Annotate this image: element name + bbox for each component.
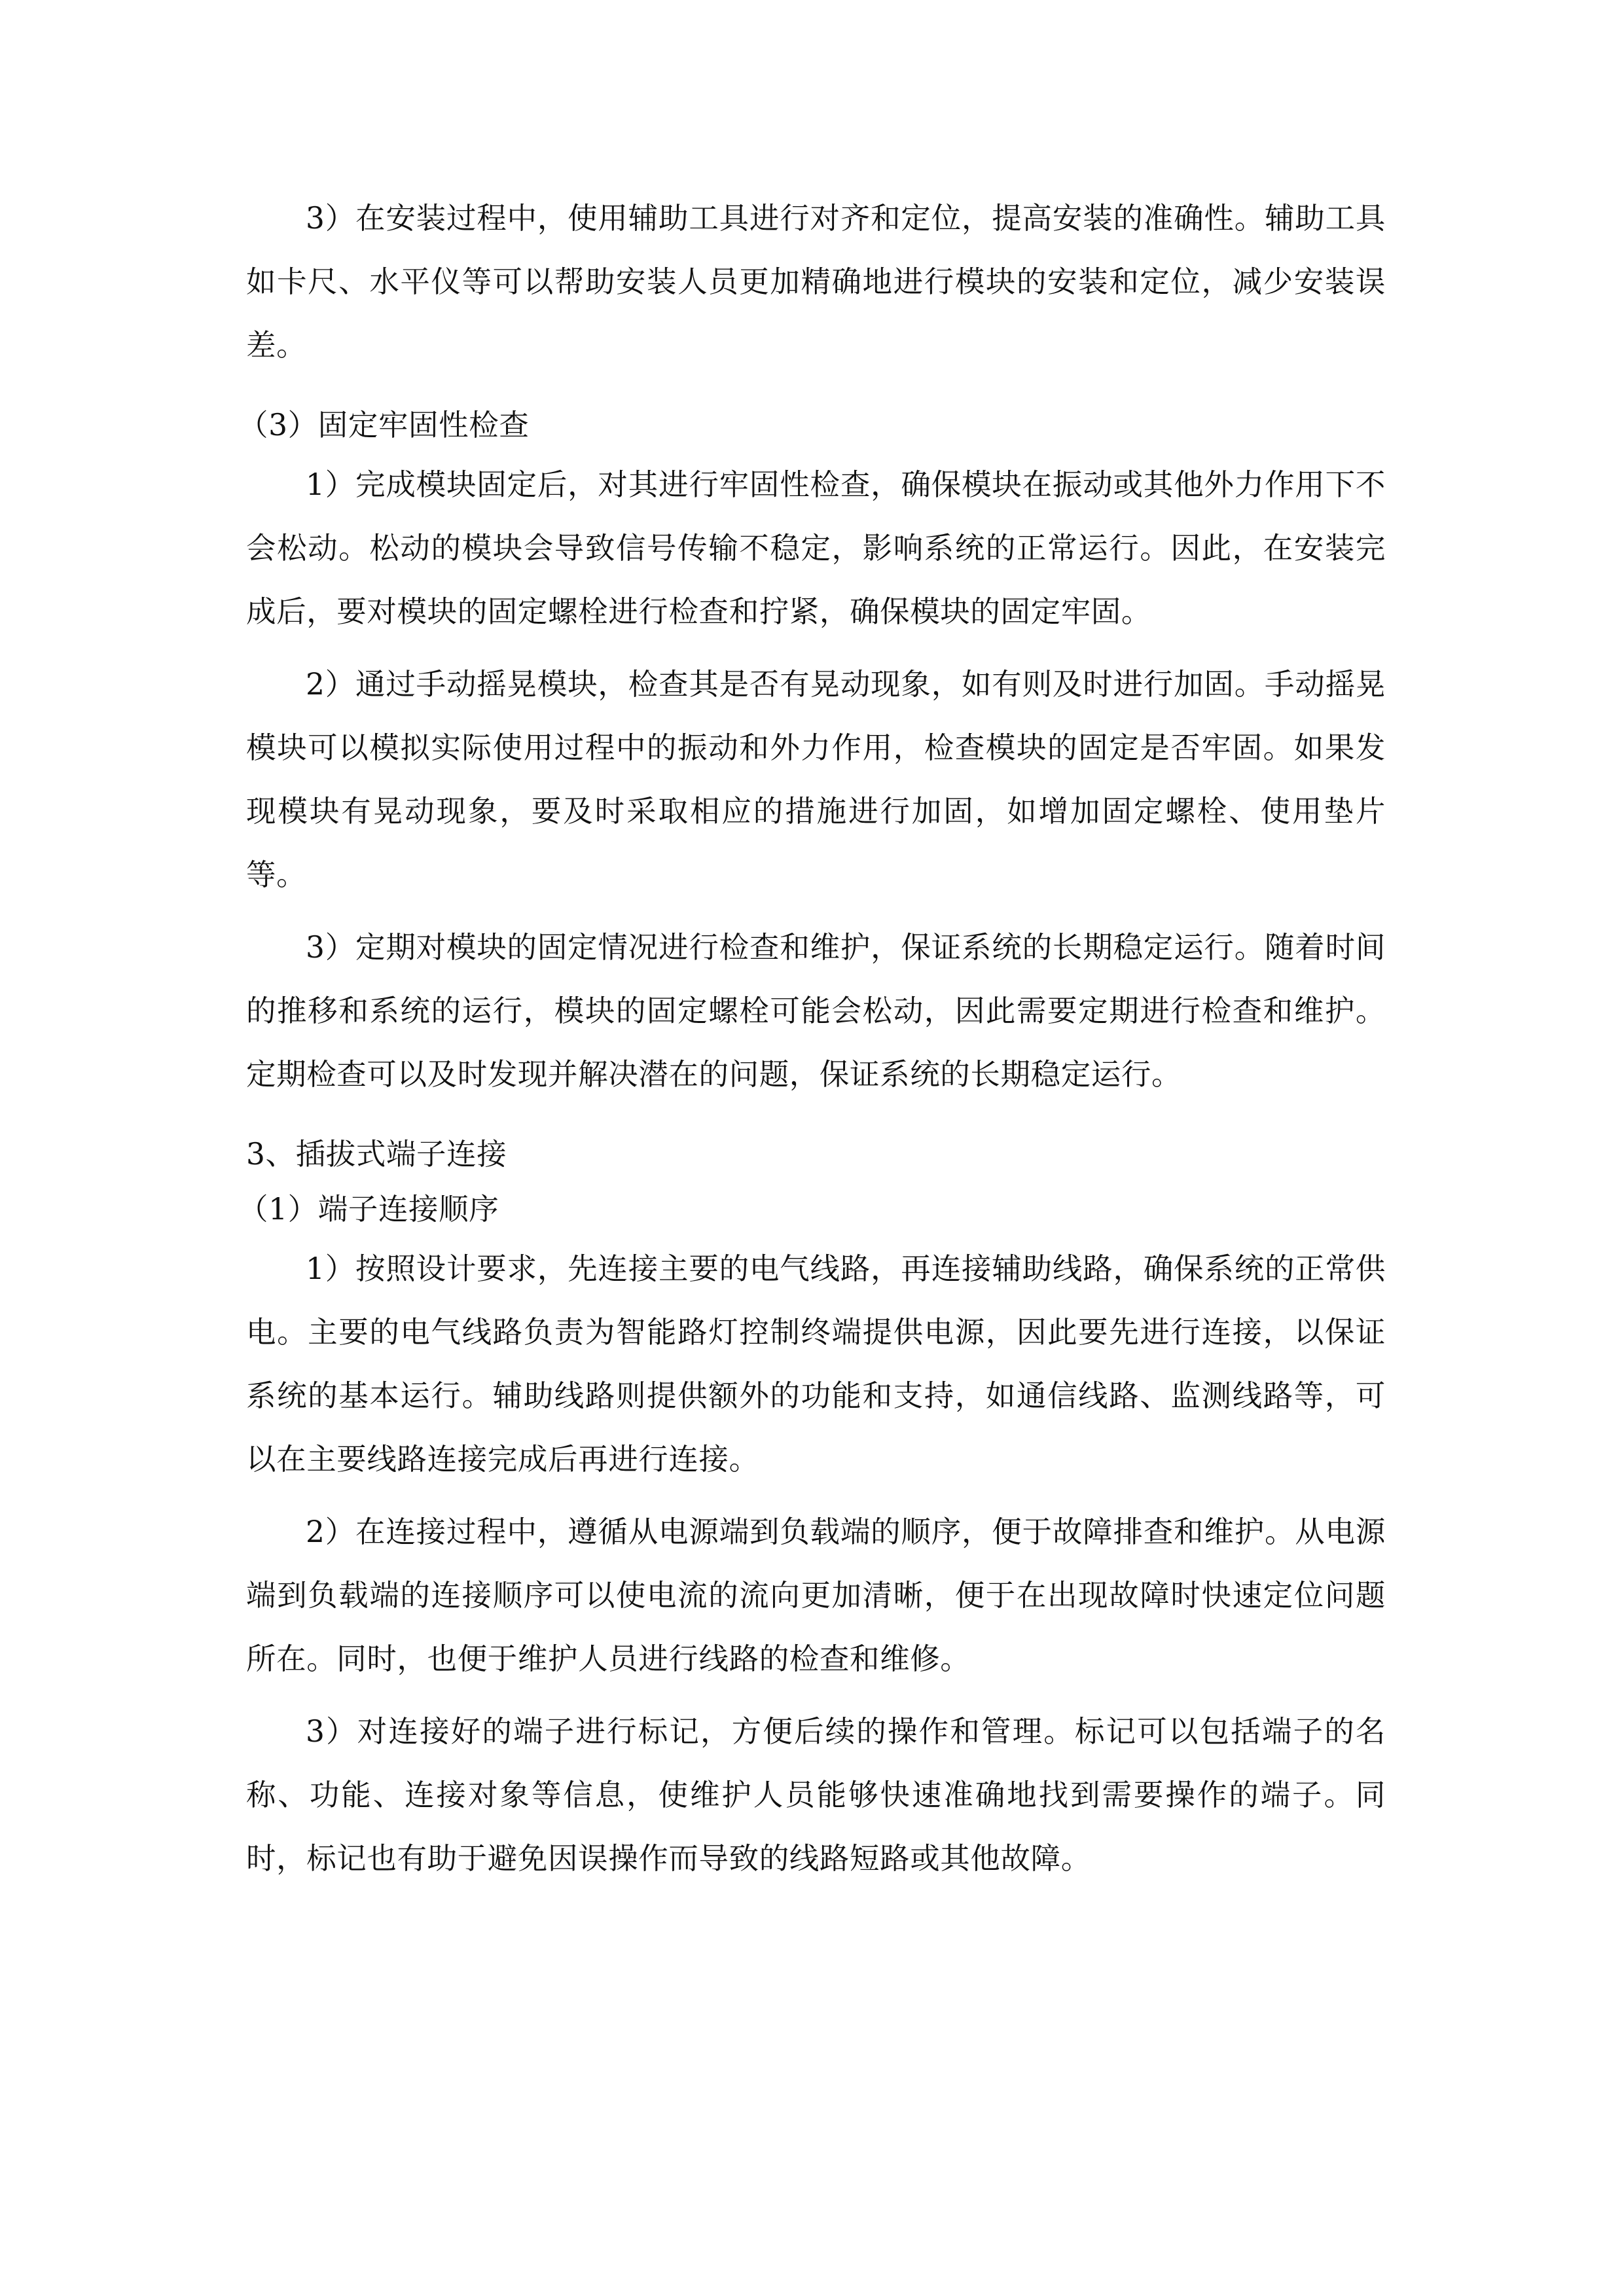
paragraph-install-step-3: 3）在安装过程中，使用辅助工具进行对齐和定位，提高安装的准确性。辅助工具如卡尺、水平仪等可以帮助安装人员更加精确地进行模块的安装和定位，减少安装误差。 bbox=[246, 201, 1386, 363]
paragraph-fixing-check-3: 3）定期对模块的固定情况进行检查和维护，保证系统的长期稳定运行。随着时间的推移和系统的运行，模块的固定螺栓可能会松动，因此需要定期进行检查和维护。定期检查可以及时发现并解决潜在的问题，保证系统的长期稳定运行。 bbox=[246, 930, 1386, 1092]
subheading-fixing-check: （3）固定牢固性检查 bbox=[238, 408, 530, 442]
document-body bbox=[238, 187, 1386, 1899]
paragraph-connection-order-1: 1）按照设计要求，先连接主要的电气线路，再连接辅助线路，确保系统的正常供电。主要的电气线路负责为智能路灯控制终端提供电源，因此要先进行连接，以保证系统的基本运行。辅助线路则提供额外的功能和支持，如通信线路、监测线路等，可以在主要线路连接完成后再进行连接。 bbox=[246, 1251, 1386, 1477]
paragraph-connection-order-3: 3）对连接好的端子进行标记，方便后续的操作和管理。标记可以包括端子的名称、功能、连接对象等信息，使维护人员能够快速准确地找到需要操作的端子。同时，标记也有助于避免因误操作而导致的线路短路或其他故障。 bbox=[246, 1714, 1386, 1876]
paragraph-fixing-check-2: 2）通过手动摇晃模块，检查其是否有晃动现象，如有则及时进行加固。手动摇晃模块可以模拟实际使用过程中的振动和外力作用，检查模块的固定是否牢固。如果发现模块有晃动现象，要及时采取相应的措施进行加固，如增加固定螺栓、使用垫片等。 bbox=[246, 667, 1386, 892]
spacer bbox=[246, 1115, 1386, 1127]
spacer bbox=[246, 386, 1386, 398]
subheading-connection-order: （1）端子连接顺序 bbox=[238, 1192, 499, 1227]
paragraph-fixing-check-1: 1）完成模块固定后，对其进行牢固性检查，确保模块在振动或其他外力作用下不会松动。松动的模块会导致信号传输不稳定，影响系统的正常运行。因此，在安装完成后，要对模块的固定螺栓进行检查和拧紧，确保模块的固定牢固。 bbox=[246, 467, 1386, 629]
paragraph-connection-order-2: 2）在连接过程中，遵循从电源端到负载端的顺序，便于故障排查和维护。从电源端到负载端的连接顺序可以使电流的流向更加清晰，便于在出现故障时快速定位问题所在。同时，也便于维护人员进行线路的检查和维修。 bbox=[246, 1515, 1386, 1676]
section-heading-terminal-connection: 3、插拔式端子连接 bbox=[246, 1137, 507, 1172]
